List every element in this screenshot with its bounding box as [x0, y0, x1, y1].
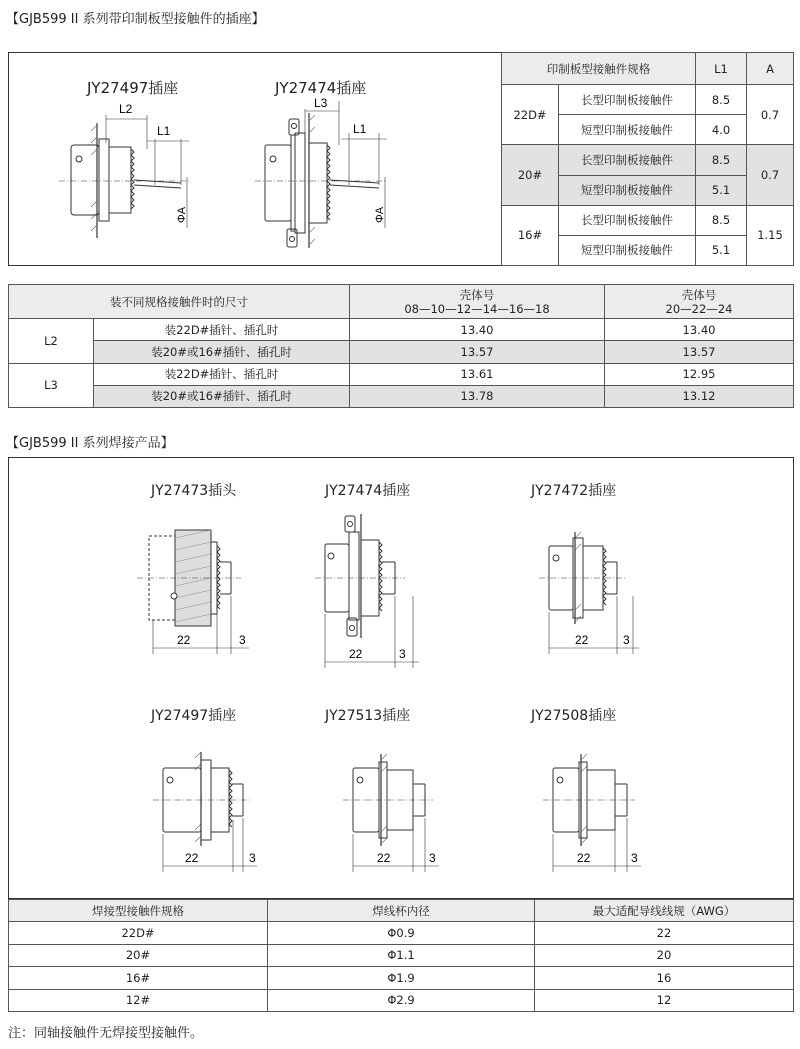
solder-table	[8, 899, 794, 1012]
section1-title: 【GJB599 II 系列带印制板型接触件的插座】	[6, 12, 265, 27]
footnote: 注：同轴接触件无焊接型接触件。	[8, 1026, 204, 1041]
dims-cond: 装22D#插针、插孔时	[94, 363, 350, 385]
spec-header-a: A	[747, 53, 794, 85]
dims-v1: 13.78	[350, 385, 605, 407]
spec-a: 0.7	[747, 85, 794, 145]
solder-awg: 16	[535, 967, 794, 989]
solder-size: 22D#	[9, 922, 268, 944]
dim-b: 3	[631, 851, 638, 865]
spec-l1: 5.1	[696, 175, 747, 205]
solder-dia: Φ1.1	[268, 944, 535, 966]
spec-l1: 8.5	[696, 145, 747, 175]
solder-dia: Φ2.9	[268, 989, 535, 1011]
spec-size-20: 20#	[502, 145, 559, 205]
solder-header-awg: 最大适配导线线规（AWG）	[535, 900, 794, 922]
pcb-spec-table	[501, 52, 794, 266]
dims-header-col1-line1: 壳体号	[459, 287, 495, 302]
solder-header-dia: 焊线杯内径	[268, 900, 535, 922]
spec-l1: 4.0	[696, 115, 747, 145]
spec-l1: 8.5	[696, 85, 747, 115]
dims-header-col2-line1: 壳体号	[681, 287, 717, 302]
spec-size-16: 16#	[502, 205, 559, 265]
dim-b: 3	[249, 851, 256, 865]
spec-type: 长型印制板接触件	[559, 205, 696, 235]
pcb-connector-drawings	[9, 53, 499, 265]
dim-a: 22	[575, 633, 589, 647]
dims-v1: 13.61	[350, 363, 605, 385]
product-label: JY27497插座	[151, 708, 237, 724]
product-label: JY27513插座	[325, 708, 411, 724]
solder-product-drawings	[9, 458, 795, 900]
dims-v1: 13.40	[350, 319, 605, 341]
spec-a: 1.15	[747, 205, 794, 265]
spec-header-l1: L1	[696, 53, 747, 85]
dim-l1-label-1: L1	[157, 124, 171, 138]
dim-a: 22	[177, 633, 191, 647]
spec-l1: 8.5	[696, 205, 747, 235]
dims-v2: 13.40	[605, 319, 794, 341]
solder-size: 20#	[9, 944, 268, 966]
dim-a: 22	[349, 647, 363, 661]
solder-awg: 12	[535, 989, 794, 1011]
dim-b: 3	[399, 647, 406, 661]
solder-size: 16#	[9, 967, 268, 989]
dims-group-l2: L2	[9, 319, 94, 363]
section2-title: 【GJB599 II 系列焊接产品】	[6, 436, 174, 451]
spec-type: 短型印制板接触件	[559, 175, 696, 205]
solder-size: 12#	[9, 989, 268, 1011]
dims-cond: 装20#或16#插针、插孔时	[94, 341, 350, 363]
product-label: JY27508插座	[531, 708, 617, 724]
solder-awg: 20	[535, 944, 794, 966]
spec-type: 短型印制板接触件	[559, 115, 696, 145]
dim-b: 3	[239, 633, 246, 647]
dims-cond: 装22D#插针、插孔时	[94, 319, 350, 341]
dims-header-col1	[350, 285, 605, 319]
dims-header-main: 装不同规格接触件时的尺寸	[9, 285, 350, 319]
dims-v2: 13.12	[605, 385, 794, 407]
dims-header-col1-line2: 08—10—12—14—16—18	[404, 301, 550, 316]
dim-a: 22	[577, 851, 591, 865]
solder-header-size: 焊接型接触件规格	[9, 900, 268, 922]
dim-l2-label: L2	[119, 102, 133, 116]
dim-phia-label-2: ΦA	[374, 206, 386, 223]
dim-b: 3	[623, 633, 630, 647]
solder-awg: 22	[535, 922, 794, 944]
spec-a: 0.7	[747, 145, 794, 205]
solder-dia: Φ0.9	[268, 922, 535, 944]
spec-l1: 5.1	[696, 235, 747, 265]
spec-type: 长型印制板接触件	[559, 85, 696, 115]
dim-b: 3	[429, 851, 436, 865]
section2-frame	[8, 457, 794, 899]
dims-v1: 13.57	[350, 341, 605, 363]
dims-v2: 13.57	[605, 341, 794, 363]
product-label: JY27474插座	[325, 483, 411, 499]
dims-group-l3: L3	[9, 363, 94, 407]
solder-dia: Φ1.9	[268, 967, 535, 989]
product-label: JY27473插头	[151, 483, 237, 499]
spec-type: 短型印制板接触件	[559, 235, 696, 265]
dims-v2: 12.95	[605, 363, 794, 385]
dim-l1-label-2: L1	[353, 122, 367, 136]
dim-a: 22	[377, 851, 391, 865]
drawing1-label: JY27497插座	[87, 79, 179, 97]
spec-header-type: 印制板型接触件规格	[502, 53, 696, 85]
dim-phia-label-1: ΦA	[176, 206, 188, 223]
drawing2-label: JY27474插座	[275, 79, 367, 97]
dims-cond: 装20#或16#插针、插孔时	[94, 385, 350, 407]
product-label: JY27472插座	[531, 483, 617, 499]
spec-size-22d: 22D#	[502, 85, 559, 145]
dim-a: 22	[185, 851, 199, 865]
spec-type: 长型印制板接触件	[559, 145, 696, 175]
dims-table	[8, 284, 794, 408]
section1-frame	[8, 52, 794, 266]
dims-header-col2-line2: 20—22—24	[665, 301, 733, 316]
dims-header-col2	[605, 285, 794, 319]
dim-l3-label: L3	[314, 96, 328, 110]
